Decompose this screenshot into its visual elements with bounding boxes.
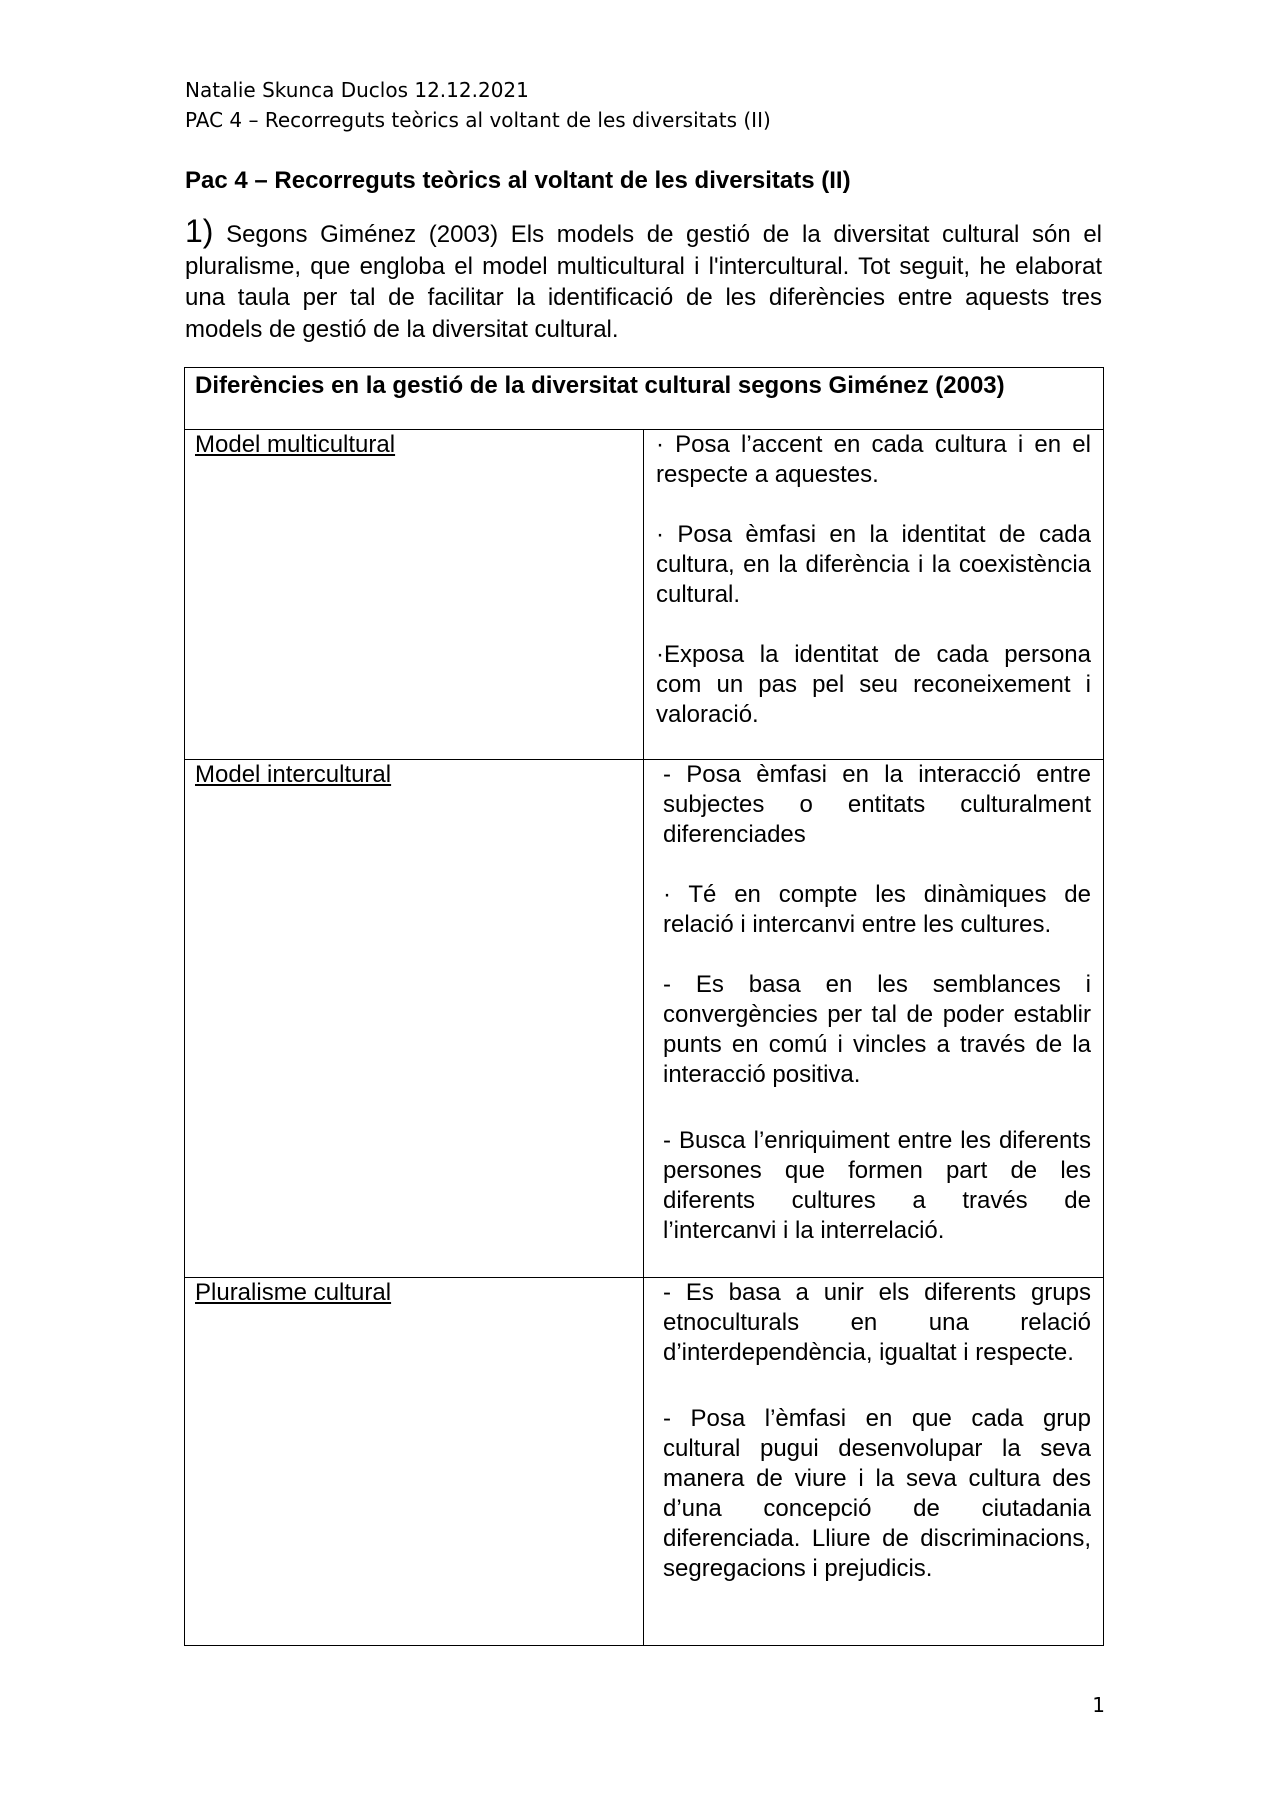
intro-number: 1) — [185, 213, 214, 249]
differences-table — [184, 367, 1104, 1646]
row-label-pluralism: Pluralisme cultural — [195, 1279, 392, 1306]
list-item: · Té en compte les dinàmiques de relació i intercanvi entre les cultures. — [663, 881, 1091, 938]
list-item: ·Exposa la identitat de cada persona com un pas pel seu reconeixement i valoració. — [656, 641, 1091, 728]
list-item: - Busca l’enriquiment entre les diferents persones que formen part de les diferents cultures a través de l’intercanvi i la interrelació. — [663, 1127, 1091, 1244]
document-title: Pac 4 – Recorreguts teòrics al voltant de les diversitats (II) — [185, 167, 851, 194]
row-label-multicultural: Model multicultural — [195, 431, 396, 458]
row-label-cell — [185, 430, 644, 760]
row-label-cell — [185, 760, 644, 1278]
row-content-cell — [644, 1278, 1104, 1646]
list-item: - Es basa a unir els diferents grups etnoculturals en una relació d’interdependència, igualtat i respecte. — [663, 1279, 1091, 1366]
row-label-intercultural: Model intercultural — [195, 761, 392, 788]
list-item: · Posa l’accent en cada cultura i en el respecte a aquestes. — [656, 431, 1091, 488]
row-label-cell — [185, 1278, 644, 1646]
list-item: · Posa èmfasi en la identitat de cada cultura, en la diferència i la coexistència cultural. — [656, 521, 1091, 608]
header-subtitle: PAC 4 – Recorreguts teòrics al voltant de les diversitats (II) — [185, 108, 771, 132]
table-row — [185, 760, 1104, 1278]
table-heading-cell — [185, 368, 1104, 430]
list-item: - Posa l’èmfasi en que cada grup cultural pugui desenvolupar la seva manera de viure i la seva cultura des d’una concepció de ciutadania diferenciada. Lliure de discriminacions, segregacions i prejudicis. — [663, 1405, 1091, 1582]
table-row — [185, 430, 1104, 760]
intro-text: Segons Giménez (2003) Els models de gestió de la diversitat cultural són el pluralisme, que engloba el model multicultural i l'intercultural. Tot seguit, he elaborat una taula per tal de facilitar la identificació de les diferències entre aquests tres models de gestió de la diversitat cultural. — [185, 221, 1102, 343]
list-item: - Posa èmfasi en la interacció entre subjectes o entitats culturalment diferenciades — [663, 761, 1091, 848]
table-heading: Diferències en la gestió de la diversitat cultural segons Giménez (2003) — [195, 372, 1005, 399]
intro-paragraph — [185, 213, 1102, 345]
header-author-date: Natalie Skunca Duclos 12.12.2021 — [185, 78, 529, 102]
page-number: 1 — [1092, 1693, 1105, 1717]
list-item: - Es basa en les semblances i convergències per tal de poder establir punts en comú i vincles a través de la interacció positiva. — [663, 971, 1091, 1088]
row-content-cell — [644, 430, 1104, 760]
table-row — [185, 1278, 1104, 1646]
table-heading-row — [185, 368, 1104, 430]
row-content-cell — [644, 760, 1104, 1278]
